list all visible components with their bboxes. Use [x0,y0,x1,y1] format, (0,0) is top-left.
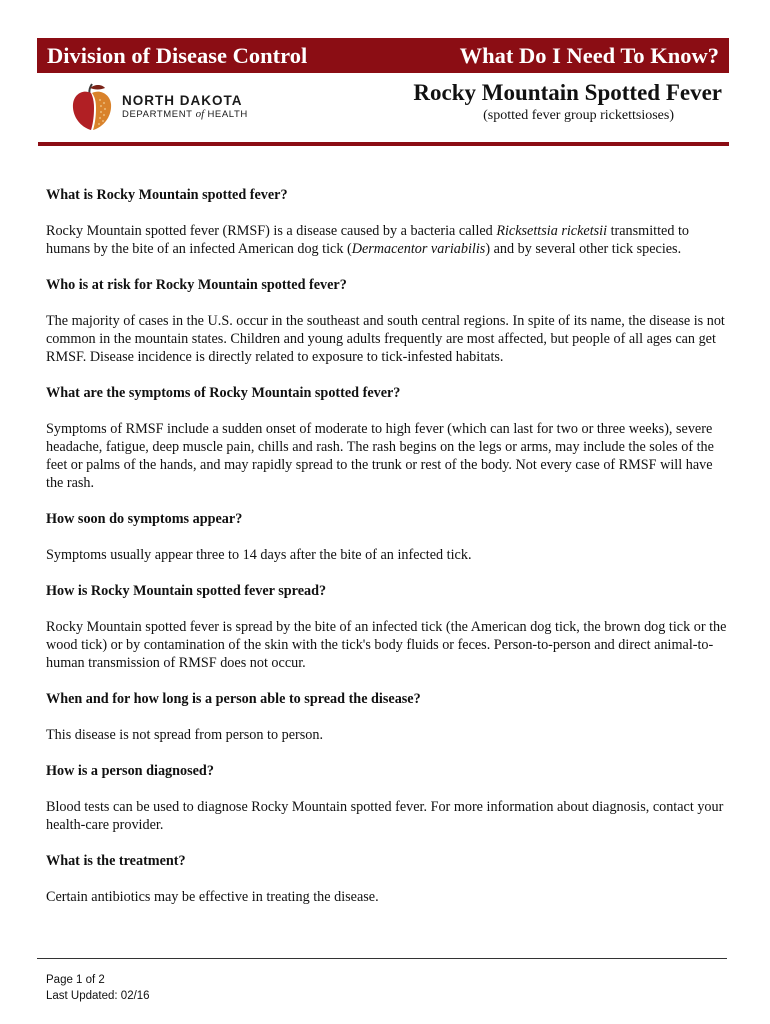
faq-question: When and for how long is a person able to spread the disease? [46,691,421,707]
species-name: Dermacentor variabilis [351,241,486,257]
division-label: Division of Disease Control [47,42,308,68]
faq-question: Who is at risk for Rocky Mountain spotted fever? [46,277,347,293]
faq-question: What are the symptoms of Rocky Mountain spotted fever? [46,385,401,401]
page-footer [46,972,150,1004]
logo-health-word: HEALTH [204,109,248,120]
faq-question: How is Rocky Mountain spotted fever spread? [46,583,327,599]
logo-wordmark [122,93,248,121]
answer-text: Rocky Mountain spotted fever (RMSF) is a disease caused by a bacteria called [46,223,497,239]
document-subtitle: (spotted fever group rickettsioses) [483,108,674,123]
nd-health-logo [70,80,260,132]
logo-line-north-dakota: NORTH DAKOTA [122,93,243,108]
page-number: Page 1 of 2 [46,974,105,986]
footer-rule [37,958,727,959]
logo-line-department [122,108,248,121]
header-banner [37,38,729,73]
faq-question: How soon do symptoms appear? [46,511,243,527]
species-name: Ricksettsia ricketsii [496,223,608,239]
document-title: Rocky Mountain Spotted Fever [413,80,722,105]
header-rule [38,142,729,146]
faq-answer: Symptoms usually appear three to 14 days after the bite of an infected tick. [46,547,472,563]
faq-question: How is a person diagnosed? [46,763,214,779]
logo-of-word: of [195,108,205,120]
banner-question: What Do I Need To Know? [459,42,719,68]
last-updated: Last Updated: 02/16 [46,990,150,1002]
faq-answer: Symptoms of RMSF include a sudden onset of moderate to high fever (which can last for two or three weeks), severe headache, fatigue, deep muscle pain, chills and rash. The rash begins on the legs or arms, may include the soles of the feet or palms of the hands, and may rapidly spread to the trunk or rest of the body. Not every case of RMSF will have the rash. [46,421,714,491]
faq-answer: Blood tests can be used to diagnose Rocky Mountain spotted fever. For more information about diagnosis, contact your health-care provider. [46,799,724,833]
apple-logo-icon [70,80,114,132]
faq-answer [46,222,728,258]
logo-department-word: DEPARTMENT [122,109,196,120]
faq-answer: This disease is not spread from person to person. [46,727,323,743]
faq-question: What is Rocky Mountain spotted fever? [46,187,288,203]
faq-answer: Rocky Mountain spotted fever is spread by the bite of an infected tick (the American dog tick, the brown dog tick or the wood tick) or by contamination of the skin with the tick's body fluids or feces. Person-to-person and direct animal-to-human transmission of RMSF does not occur. [46,619,727,671]
faq-answer: The majority of cases in the U.S. occur in the southeast and south central regions. In spite of its name, the disease is not common in the mountain states. Children and young adults frequently are most affected, but people of all ages can get RMSF. Disease incidence is directly related to exposure to tick-infested habitats. [46,313,725,365]
answer-text: ) and by several other tick species. [485,241,682,257]
faq-question: What is the treatment? [46,853,186,869]
faq-content [46,186,728,906]
answer-text: transmitted to humans by the bite of an infected American dog tick ( [46,223,690,257]
faq-answer: Certain antibiotics may be effective in treating the disease. [46,889,379,905]
